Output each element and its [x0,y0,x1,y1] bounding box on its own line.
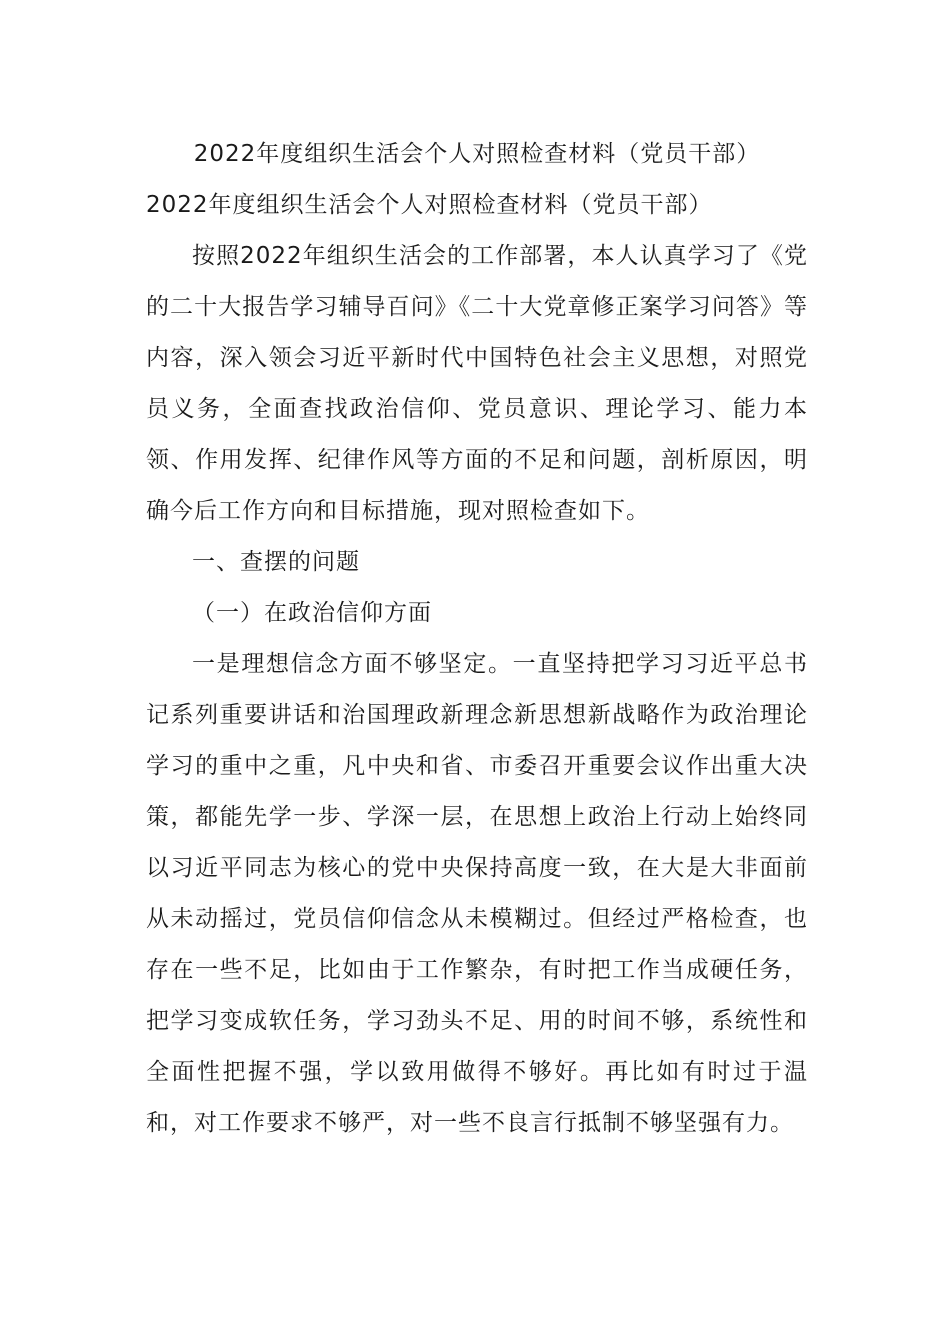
document-title-repeat: 2022年度组织生活会个人对照检查材料（党员干部） [146,192,713,218]
document-body [146,129,808,1149]
body-paragraph: 一是理想信念方面不够坚定。一直坚持把学习习近平总书记系列重要讲话和治国理政新理念新思想新战略作为政治理论学习的重中之重，凡中央和省、市委召开重要会议作出重大决策，都能先学一步、学深一层，在思想上政治上行动上始终同以习近平同志为核心的党中央保持高度一致，在大是大非面前从未动摇过，党员信仰信念从未模糊过。但经过严格检查，也存在一些不足，比如由于工作繁杂，有时把工作当成硬任务，把学习变成软任务，学习劲头不足、用的时间不够，系统性和全面性把握不强，学以致用做得不够好。再比如有时过于温和，对工作要求不够严，对一些不良言行抵制不够坚强有力。 [146,651,808,1136]
document-title: 2022年度组织生活会个人对照检查材料（党员干部） [193,141,761,167]
subsection-heading: （一）在政治信仰方面 [192,600,432,626]
intro-paragraph: 按照2022年组织生活会的工作部署，本人认真学习了《党的二十大报告学习辅导百问》《二十大党章修正案学习问答》等内容，深入领会习近平新时代中国特色社会主义思想，对照党员义务，全面查找政治信仰、党员意识、理论学习、能力本领、作用发挥、纪律作风等方面的不足和问题，剖析原因，明确今后工作方向和目标措施，现对照检查如下。 [146,243,808,524]
section-heading: 一、查摆的问题 [192,549,360,575]
